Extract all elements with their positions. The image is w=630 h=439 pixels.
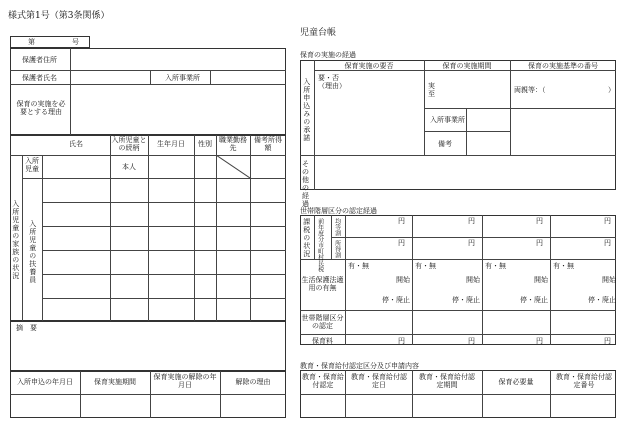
fee-yen: 円 xyxy=(604,337,611,345)
self-label: 本人 xyxy=(122,163,136,171)
diagonal-line xyxy=(216,155,250,178)
edu-title: 教育・保育給付認定区分及び申請内容 xyxy=(300,362,419,370)
class-label: 世帯階層区分の認定 xyxy=(301,314,344,331)
welfare-start: 開始 xyxy=(602,276,616,284)
header-income: 備考所得額 xyxy=(254,136,282,153)
number-label: 第 xyxy=(28,38,35,46)
welfare-stop: 停・廃止 xyxy=(588,296,616,304)
edu-header-amount: 保育必要量 xyxy=(498,378,534,386)
history-header-need: 保育実施の要否 xyxy=(344,62,394,70)
bottom-header-period: 保育実施期間 xyxy=(94,378,136,386)
bottom-header-reason: 解除の理由 xyxy=(235,378,271,386)
fee-yen: 円 xyxy=(536,337,543,345)
tax-sub-label: 前年度分市町村民税 xyxy=(316,218,324,272)
number-suffix: 号 xyxy=(72,38,79,46)
tax-title: 世帯階層区分の認定経過 xyxy=(300,207,377,215)
yen-cell: 円 xyxy=(536,217,543,225)
yen-cell: 円 xyxy=(468,239,475,247)
yen-cell: 円 xyxy=(536,239,543,247)
remarks-label: 摘 要 xyxy=(16,324,37,332)
welfare-stop: 停・廃止 xyxy=(520,296,548,304)
reason-label: 保育の実施を必要とする理由 xyxy=(16,100,66,117)
edu-header-period: 教育・保育給付認定期間 xyxy=(419,373,475,390)
yen-cell: 円 xyxy=(604,217,611,225)
tax-row-income: 所得割 xyxy=(333,240,341,258)
tax-row-per-capita: 均等割 xyxy=(333,218,341,236)
guardian-address-label: 保護者住所 xyxy=(22,56,57,64)
tax-table xyxy=(300,215,616,345)
welfare-stop: 停・廃止 xyxy=(452,296,480,304)
welfare-stop: 停・廃止 xyxy=(382,296,410,304)
welfare-start: 開始 xyxy=(534,276,548,284)
history-facility-label: 入所事業所 xyxy=(430,116,465,124)
remarks-box xyxy=(10,321,286,371)
edu-header-date: 教育・保育給付認定日 xyxy=(351,373,407,390)
parent-label: 両親等：（ xyxy=(514,86,546,94)
tax-group-label: 課税の状況 xyxy=(302,218,311,258)
header-relation: 入所児童との続柄 xyxy=(111,136,147,153)
welfare-yesno: 有・無 xyxy=(485,262,506,270)
form-title: 様式第1号（第3条関係） xyxy=(8,11,110,21)
fee-yen: 円 xyxy=(398,337,405,345)
welfare-start: 開始 xyxy=(466,276,480,284)
welfare-yesno: 有・無 xyxy=(553,262,574,270)
edu-header-certification: 教育・保育給付認定 xyxy=(302,373,344,390)
yen-cell: 円 xyxy=(398,217,405,225)
fee-label: 保育料 xyxy=(312,337,333,345)
fee-yen: 円 xyxy=(468,337,475,345)
guardian-name-label: 保護者氏名 xyxy=(22,74,57,82)
yesno-label: 要・否（理由） xyxy=(318,74,346,91)
header-name: 氏名 xyxy=(69,140,83,148)
yen-cell: 円 xyxy=(398,239,405,247)
welfare-start: 開始 xyxy=(396,276,410,284)
bottom-header-apply: 入所申込の年月日 xyxy=(17,378,73,386)
history-title: 保育の実施の経過 xyxy=(300,51,356,59)
household-group-label: 入所児童の家族の状況 xyxy=(11,200,20,280)
edu-header-number: 教育・保育給付認定番号 xyxy=(556,373,612,390)
yen-cell: 円 xyxy=(468,217,475,225)
welfare-yesno: 有・無 xyxy=(415,262,436,270)
members-label: 入所児童の扶養員 xyxy=(28,220,37,284)
welfare-yesno: 有・無 xyxy=(348,262,369,270)
facility-label: 入所事業所 xyxy=(165,74,200,82)
ledger-title: 児童台帳 xyxy=(300,28,337,38)
yen-cell: 円 xyxy=(604,239,611,247)
application-label: 入所申込みの承諾 xyxy=(302,78,311,142)
other-label: その他の経過 xyxy=(302,160,309,209)
history-header-period: 保育の実施期間 xyxy=(442,62,492,70)
header-job: 職業勤務先 xyxy=(219,136,247,153)
history-header-criteria: 保育の実施基準の番号 xyxy=(528,62,598,70)
header-sex: 性別 xyxy=(198,140,212,148)
child-label: 入所児童 xyxy=(25,157,39,174)
header-birthdate: 生年月日 xyxy=(157,140,185,148)
welfare-label: 生活保護法適用の有無 xyxy=(301,276,344,293)
fact-label: 実 至 xyxy=(428,82,442,99)
bottom-header-release: 保育実施の解除の年月日 xyxy=(153,373,217,390)
parent-close: ） xyxy=(608,86,615,94)
history-remarks-label: 備考 xyxy=(438,140,452,148)
